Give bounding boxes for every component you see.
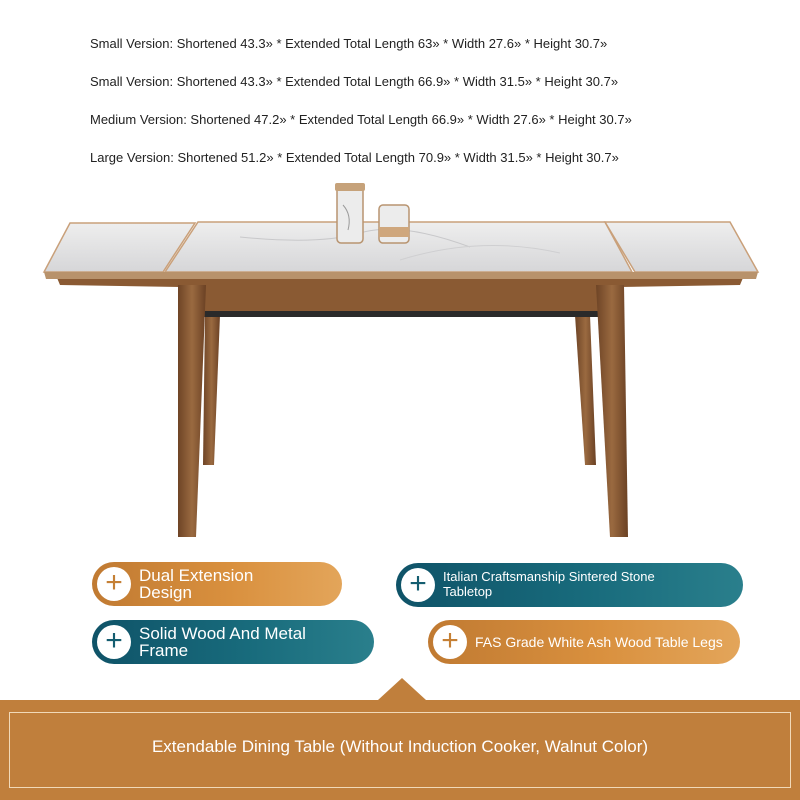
feature-ash-wood-legs (428, 620, 740, 664)
decor-vase-tall (337, 185, 363, 243)
feature-dual-extension-line1: Dual Extension (139, 566, 254, 585)
dining-table-image (0, 175, 800, 545)
spec-medium: Medium Version: Shortened 47.2» * Extended Total Length 66.9» * Width 27.6» * Height 30.7» (90, 112, 632, 127)
feature-sintered-stone-line1: Italian Craftsmanship Sintered Stone (443, 569, 655, 585)
plus-icon: + (433, 625, 467, 659)
plus-icon: + (97, 567, 131, 601)
feature-wood-metal-line2: Frame (139, 641, 189, 660)
table-leg-front-right (596, 285, 628, 537)
spec-small-2: Small Version: Shortened 43.3» * Extended Total Length 66.9» * Width 31.5» * Height 30.7» (90, 74, 619, 89)
tabletop-edge (44, 272, 758, 279)
feature-dual-extension (92, 562, 342, 606)
feature-sintered-stone (396, 563, 743, 607)
table-leg-back-left (203, 315, 220, 465)
feature-sintered-stone-line2: Tabletop (443, 584, 493, 599)
table-leg-back-right (575, 315, 596, 465)
table-leg-front-left (178, 285, 206, 537)
decor-vase-short (379, 205, 409, 243)
feature-dual-extension-line2: Design (139, 583, 192, 602)
feature-wood-metal-frame (92, 620, 374, 664)
product-title: Extendable Dining Table (Without Induction Cooker, Walnut Color) (151, 737, 649, 756)
spec-small-1: Small Version: Shortened 43.3» * Extended Total Length 63» * Width 27.6» * Height 30.7» (90, 36, 608, 51)
spec-large: Large Version: Shortened 51.2» * Extended Total Length 70.9» * Width 31.5» * Height 30.7» (90, 150, 619, 165)
feature-wood-metal-line1: Solid Wood And Metal (139, 624, 306, 643)
feature-ash-legs-line1: FAS Grade White Ash Wood Table Legs (475, 633, 723, 650)
banner-notch (378, 678, 426, 700)
plus-icon: + (401, 568, 435, 602)
plus-icon: + (97, 625, 131, 659)
